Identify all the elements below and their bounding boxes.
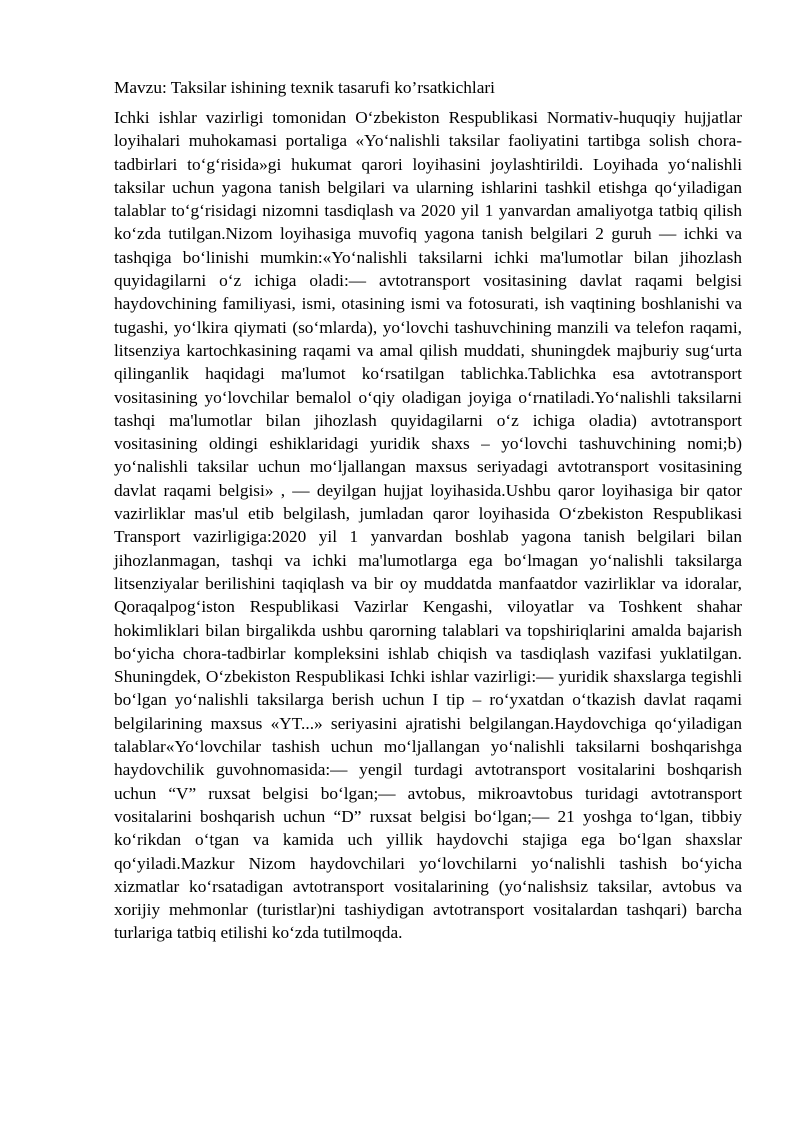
document-page [114, 76, 742, 945]
document-body-paragraph: Ichki ishlar vazirligi tomonidan O‘zbekiston Respublikasi Normativ-huquqiy hujjatlar loyihalari muhokamasi portaliga «Yo‘nalishli taksilar faoliyatini tartibga solish chora-tadbirlari to‘g‘risida»gi hukumat qarori loyihasini joylashtirildi. Loyihada yo‘nalishli taksilar uchun yagona tanish belgilari va ularning ishlarini tashkil etishga qo‘yiladigan talablar to‘g‘risidagi nizomni tasdiqlash va 2020 yil 1 yanvardan amaliyotga tatbiq qilish ko‘zda tutilgan.Nizom loyihasiga muvofiq yagona tanish belgilari 2 guruh — ichki va tashqiga bo‘linishi mumkin:«Yo‘nalishli taksilarni ichki ma'lumotlar bilan jihozlash quyidagilarni o‘z ichiga oladi:— avtotransport vositasining davlat raqami belgisi haydovchining familiyasi, ismi, otasining ismi va fotosurati, ish vaqtining boshlanishi va tugashi, yo‘lkira qiymati (so‘mlarda), yo‘lovchi tashuvchining manzili va telefon raqami, litsenziya kartochkasining raqami va amal qilish muddati, shuningdek majburiy sug‘urta qilinganlik haqidagi ma'lumot ko‘rsatilgan tablichka.Tablichka esa avtotransport vositasining yo‘lovchilar bemalol o‘qiy oladigan joyiga o‘rnatiladi.Yo‘nalishli taksilarni tashqi ma'lumotlar bilan jihozlash quyidagilarni o‘z ichiga oladia) avtotransport vositasining oldingi eshiklaridagi yuridik shaxs – yo‘lovchi tashuvchining nomi;b) yo‘nalishli taksilar uchun mo‘ljallangan maxsus seriyadagi avtotransport vositasining davlat raqami belgisi» , — deyilgan hujjat loyihasida.Ushbu qaror loyihasiga bir qator vazirliklar mas'ul etib belgilash, jumladan qaror loyihasida O‘zbekiston Respublikasi Transport vazirligiga:2020 yil 1 yanvardan boshlab yagona tanish belgilari bilan jihozlanmagan, tashqi va ichki ma'lumotlarga ega bo‘lmagan yo‘nalishli taksilarga litsenziyalar berilishini taqiqlash va bir oy muddatda manfaatdor vazirliklar va idoralar, Qoraqalpog‘iston Respublikasi Vazirlar Kengashi, viloyatlar va Toshkent shahar hokimliklari bilan birgalikda ushbu qarorning talablari va topshiriqlarini amalda bajarish bo‘yicha chora-tadbirlar kompleksini ishlab chiqish va tasdiqlash vazifasi yuklatilgan. Shuningdek, O‘zbekiston Respublikasi Ichki ishlar vazirligi:— yuridik shaxslarga tegishli bo‘lgan yo‘nalishli taksilarga berish uchun I tip – ro‘yxatdan o‘tkazish davlat raqami belgilarining maxsus «YT...» seriyasini ajratishi belgilangan.Haydovchiga qo‘yiladigan talablar«Yo‘lovchilar tashish uchun mo‘ljallangan yo‘nalishli taksilarni boshqarishga haydovchilik guvohnomasida:— yengil turdagi avtotransport vositalarini boshqarish uchun “V” ruxsat belgisi bo‘lgan;— avtobus, mikroavtobus turidagi avtotransport vositalarini boshqarish uchun “D” ruxsat belgisi bo‘lgan;— 21 yoshga to‘lgan, tibbiy ko‘rikdan o‘tgan va kamida uch yillik haydovchi stajiga ega bo‘lgan shaxslar qo‘yiladi.Mazkur Nizom haydovchilari yo‘lovchilarni yo‘nalishli tashish bo‘yicha xizmatlar ko‘rsatadigan avtotransport vositalarining (yo‘nalishsiz taksilar, avtobus va xorijiy mehmonlar (turistlar)ni tashiydigan avtotransport vositalardan tashqari) barcha turlariga tatbiq etilishi ko‘zda tutilmoqda. [114, 108, 742, 943]
document-title: Mavzu: Taksilar ishining texnik tasarufi ko’rsatkichlari [114, 78, 495, 97]
